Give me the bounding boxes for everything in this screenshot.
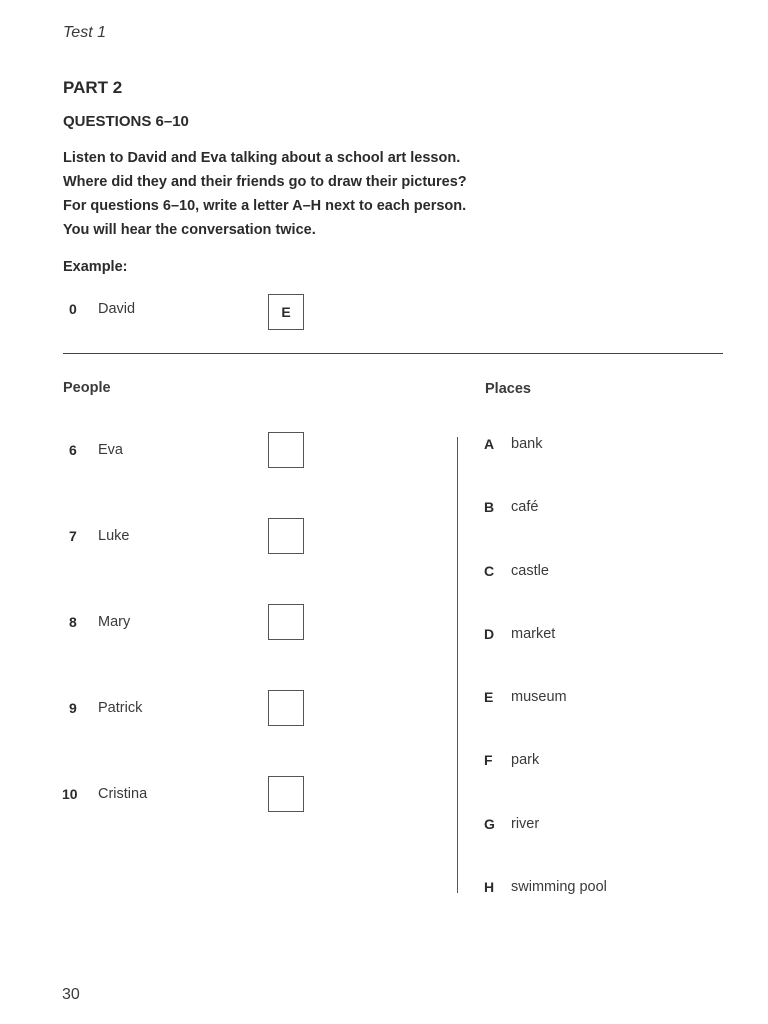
answer-box-7[interactable] bbox=[268, 518, 304, 554]
person-name: Cristina bbox=[98, 786, 148, 802]
place-letter: C bbox=[484, 563, 495, 579]
place-letter: D bbox=[484, 626, 495, 642]
place-name: river bbox=[511, 816, 540, 832]
instruction-line: For questions 6–10, write a letter A–H next to each person. bbox=[63, 198, 467, 214]
place-letter: E bbox=[484, 689, 494, 705]
question-number: 6 bbox=[69, 442, 77, 458]
place-letter: A bbox=[484, 436, 495, 452]
place-letter: G bbox=[484, 816, 495, 832]
question-number: 7 bbox=[69, 528, 77, 544]
answer-box-9[interactable] bbox=[268, 690, 304, 726]
place-name: café bbox=[511, 499, 539, 515]
person-name: Mary bbox=[98, 614, 131, 630]
example-label: Example: bbox=[63, 259, 128, 275]
question-number: 9 bbox=[69, 700, 77, 716]
people-heading: People bbox=[63, 380, 111, 396]
example-answer-box: E bbox=[268, 294, 304, 330]
instruction-line: You will hear the conversation twice. bbox=[63, 222, 316, 238]
person-name: Luke bbox=[98, 528, 130, 544]
place-name: park bbox=[511, 752, 540, 768]
example-name: David bbox=[98, 301, 136, 317]
person-name: Patrick bbox=[98, 700, 143, 716]
place-letter: B bbox=[484, 499, 495, 515]
person-name: Eva bbox=[98, 442, 123, 458]
question-number: 8 bbox=[69, 614, 77, 630]
place-letter: H bbox=[484, 879, 495, 895]
place-name: bank bbox=[511, 436, 543, 452]
example-number: 0 bbox=[69, 301, 77, 317]
part-title: PART 2 bbox=[63, 78, 123, 97]
instruction-line: Where did they and their friends go to draw their pictures? bbox=[63, 174, 467, 190]
place-name: castle bbox=[511, 563, 549, 579]
question-number: 10 bbox=[62, 786, 78, 802]
place-name: swimming pool bbox=[511, 879, 607, 895]
page-number: 30 bbox=[62, 986, 80, 1003]
answer-box-8[interactable] bbox=[268, 604, 304, 640]
answer-box-10[interactable] bbox=[268, 776, 304, 812]
instruction-line: Listen to David and Eva talking about a school art lesson. bbox=[63, 150, 461, 166]
places-heading: Places bbox=[485, 381, 531, 397]
place-name: market bbox=[511, 626, 556, 642]
section-divider bbox=[63, 353, 723, 354]
place-name: museum bbox=[511, 689, 567, 705]
running-header: Test 1 bbox=[63, 24, 106, 41]
column-divider bbox=[457, 437, 458, 893]
answer-box-6[interactable] bbox=[268, 432, 304, 468]
place-letter: F bbox=[484, 752, 493, 768]
questions-title: QUESTIONS 6–10 bbox=[63, 113, 189, 130]
